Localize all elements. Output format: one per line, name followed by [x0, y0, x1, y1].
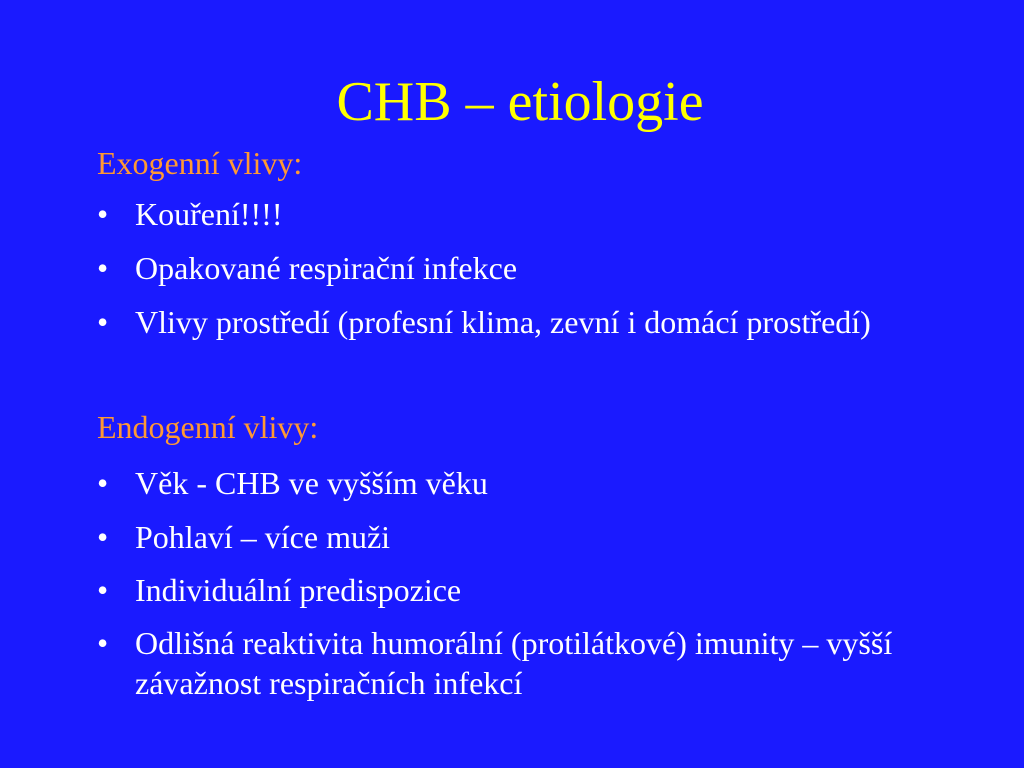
- bullet-icon: •: [97, 196, 109, 232]
- bullet-text: Vlivy prostředí (profesní klima, zevní i domácí prostředí): [135, 304, 871, 340]
- bullet-text: Odlišná reaktivita humorální (protilátkové) imunity – vyšší závažnost respiračních infekcí: [135, 625, 893, 701]
- list-item: [97, 570, 917, 610]
- slide-title: CHB – etiologie: [336, 71, 704, 133]
- bullet-icon: •: [97, 625, 109, 661]
- bullet-text: Kouření!!!!: [135, 196, 283, 232]
- bullet-text: Věk - CHB ve vyšším věku: [135, 465, 488, 501]
- list-item: [97, 302, 917, 342]
- bullet-text: Individuální predispozice: [135, 572, 462, 608]
- bullet-icon: •: [97, 572, 109, 608]
- bullet-icon: •: [97, 465, 109, 501]
- bullet-icon: •: [97, 250, 109, 286]
- bullet-icon: •: [97, 304, 109, 340]
- list-item: [97, 463, 917, 503]
- list-item: [97, 248, 917, 288]
- bullet-icon: •: [97, 519, 109, 555]
- list-item: [97, 623, 917, 703]
- section-heading-exogenous: Exogenní vlivy:: [97, 145, 303, 181]
- section-heading-endogenous: Endogenní vlivy:: [97, 409, 319, 445]
- list-item: [97, 194, 917, 234]
- list-item: [97, 517, 917, 557]
- bullet-text: Pohlaví – více muži: [135, 519, 391, 555]
- bullet-text: Opakované respirační infekce: [135, 250, 518, 286]
